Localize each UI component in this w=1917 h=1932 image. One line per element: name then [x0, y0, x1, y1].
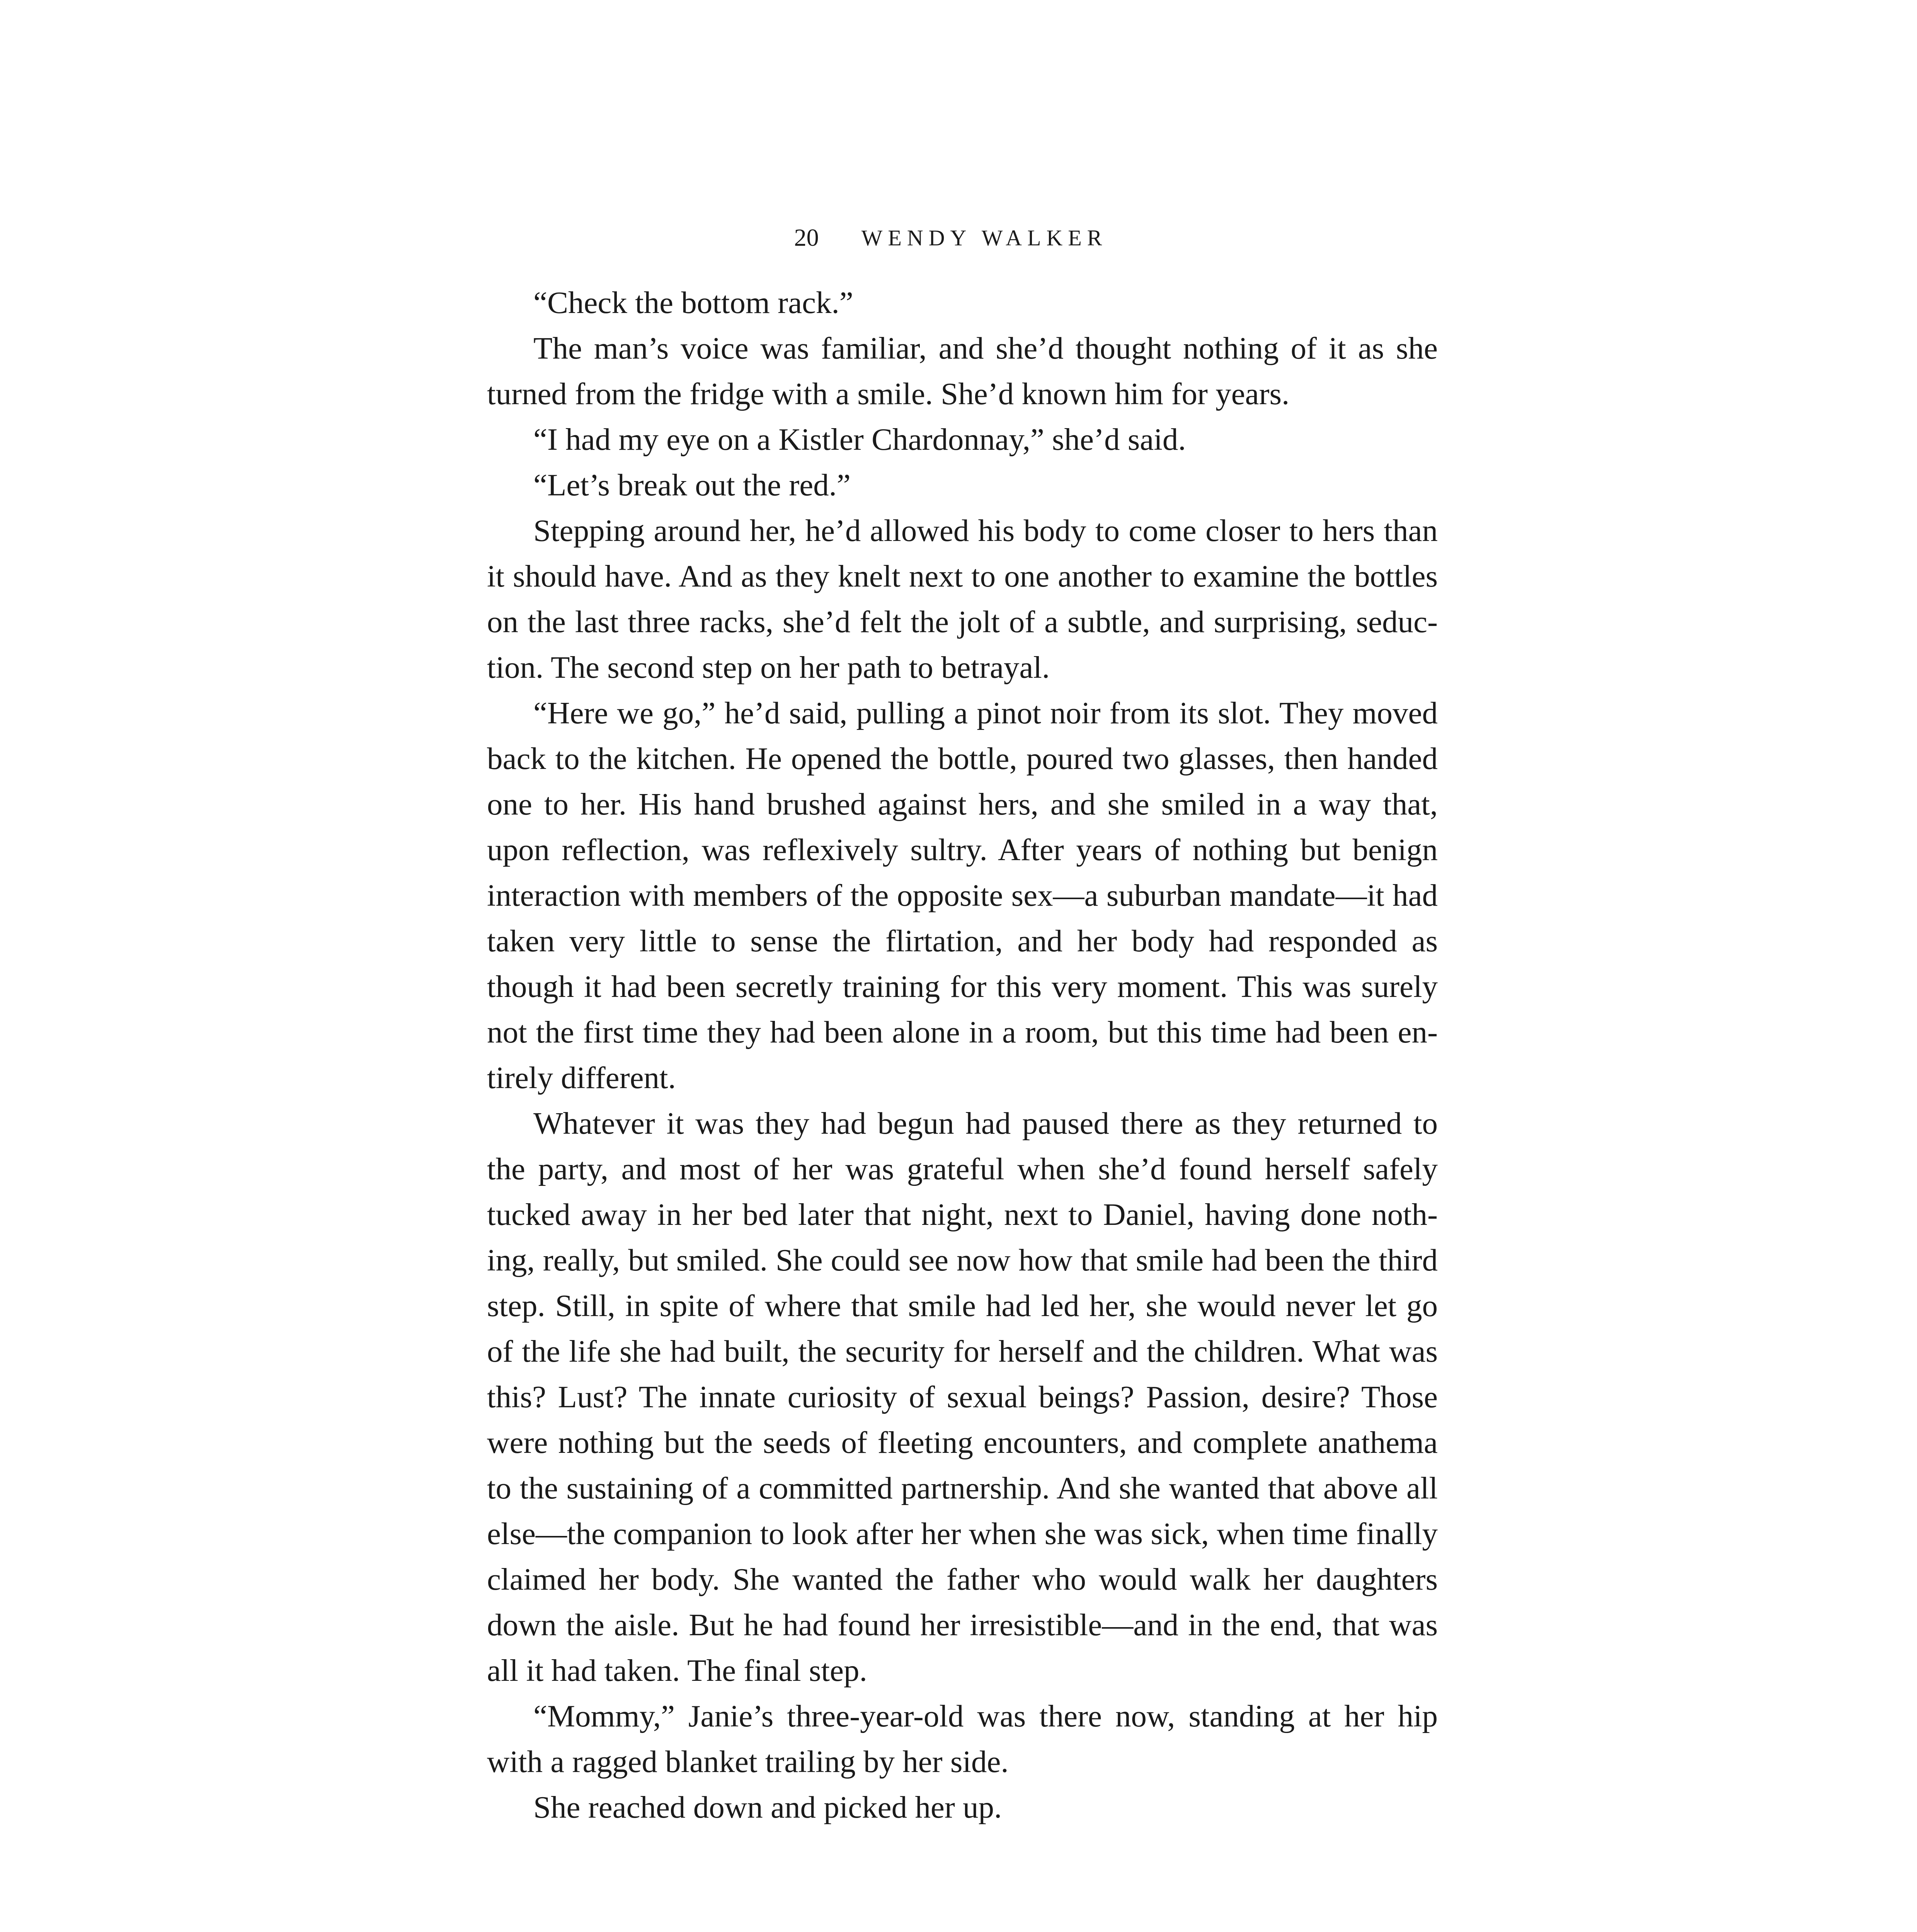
paragraph: “Check the bottom rack.”	[533, 285, 853, 320]
running-head-author: WENDY WALKER	[861, 225, 1108, 250]
running-head	[464, 209, 1438, 267]
paragraph: Whatever it was they had begun had paused there as they returned to the party, and most of her was grateful when she’d found herself safely tucked away in her bed later that night, next to Daniel, having done nothing, really, but smiled. She could see now how that smile had been the third step. Still, in spite of where that smile had led her, she would never let go of the life she had built, the security for herself and the children. What was this? Lust? The innate curiosity of sexual beings? Passion, desire? Those were nothing but the seeds of fleeting encounters, and complete anathema to the sustaining of a committed partnership. And she wanted that above all else—the companion to look after her when she was sick, when time finally claimed her body. She wanted the father who would walk her daughters down the aisle. But he had found her irresistible—and in the end, that was all it had taken. The final step.	[487, 1106, 1438, 1688]
paragraph: The man’s voice was familiar, and she’d thought nothing of it as she turned from the fridge with a smile. She’d known him for years.	[487, 331, 1438, 411]
paragraph: “Let’s break out the red.”	[533, 468, 851, 502]
page-number: 20	[794, 224, 819, 251]
body-text	[487, 280, 1438, 1830]
paragraph: “I had my eye on a Kistler Chardonnay,” she’d said.	[533, 422, 1186, 457]
paragraph: Stepping around her, he’d allowed his body to come closer to hers than it should have. And as they knelt next to one another to examine the bottles on the last three racks, she’d felt the jolt of a subtle, and surprising, seduction. The second step on her path to betrayal.	[487, 513, 1438, 685]
paragraph: “Here we go,” he’d said, pulling a pinot noir from its slot. They moved back to the kitchen. He opened the bottle, poured two glasses, then handed one to her. His hand brushed against hers, and she smiled in a way that, upon reflection, was reflexively sultry. After years of nothing but benign interaction with members of the opposite sex—a suburban mandate—it had taken very little to sense the flirtation, and her body had responded as though it had been secretly training for this very moment. This was surely not the first time they had been alone in a room, but this time had been entirely different.	[487, 696, 1438, 1095]
paragraph: “Mommy,” Janie’s three-year-old was there now, standing at her hip with a ragged blanket trailing by her side.	[487, 1699, 1438, 1779]
book-page	[487, 209, 1438, 1830]
paragraph: She reached down and picked her up.	[533, 1790, 1002, 1825]
